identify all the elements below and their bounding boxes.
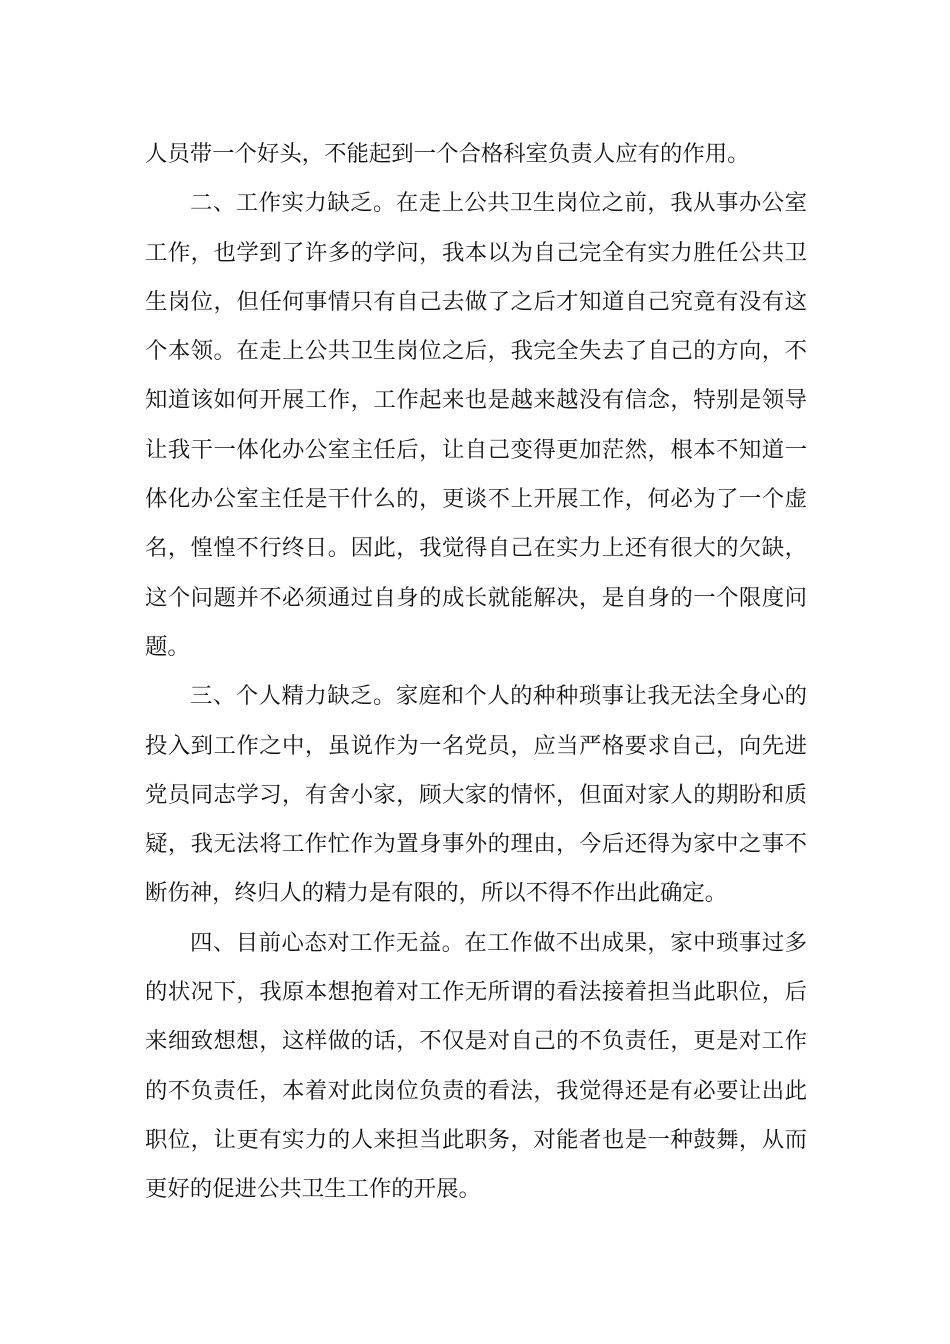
text-line: 党员同志学习，有舍小家，顾大家的情怀，但面对家人的期盼和质 [145,781,807,808]
text-line: 人员带一个好头，不能起到一个合格科室负责人应有的作用。 [145,141,750,167]
text-line: 二、工作实力缺乏。在走上公共卫生岗位之前，我从事办公室 [190,190,807,217]
document-body [145,130,807,1215]
text-line: 更好的促进公共卫生工作的开展。 [145,1176,481,1203]
text-line: 个本领。在走上公共卫生岗位之后，我完全失去了自己的方向，不 [145,338,807,365]
text-line: 三、个人精力缺乏。家庭和个人的种种琐事让我无法全身心的 [190,683,807,710]
text-line: 生岗位，但任何事情只有自己去做了之后才知道自己究竟有没有这 [145,288,807,315]
text-line: 疑，我无法将工作忙作为置身事外的理由，今后还得为家中之事不 [145,831,807,858]
text-line: 的不负责任，本着对此岗位负责的看法，我觉得还是有必要让出此 [145,1077,807,1104]
text-line: 名，惶惶不行终日。因此，我觉得自己在实力上还有很大的欠缺， [145,535,807,562]
text-line: 来细致想想，这样做的话，不仅是对自己的不负责任，更是对工作 [145,1028,807,1055]
text-line: 四、目前心态对工作无益。在工作做不出成果，家中琐事过多 [190,929,807,956]
text-line: 断伤神，终归人的精力是有限的，所以不得不作出此确定。 [145,880,728,907]
text-line: 的状况下，我原本想抱着对工作无所谓的看法接着担当此职位，后 [145,979,807,1006]
text-line: 职位，让更有实力的人来担当此职务，对能者也是一种鼓舞，从而 [145,1126,807,1153]
text-line: 题。 [145,633,190,660]
text-line: 让我干一体化办公室主任后，让自己变得更加茫然，根本不知道一 [145,436,807,463]
text-line: 体化办公室主任是干什么的，更谈不上开展工作，何必为了一个虚 [145,486,807,513]
text-line: 投入到工作之中，虽说作为一名党员，应当严格要求自己，向先进 [145,732,807,759]
text-line: 工作，也学到了许多的学问，我本以为自己完全有实力胜任公共卫 [145,239,807,266]
text-line: 知道该如何开展工作，工作起来也是越来越没有信念，特别是领导 [145,387,807,414]
text-line: 这个问题并不必须通过自身的成长就能解决，是自身的一个限度问 [145,584,807,611]
